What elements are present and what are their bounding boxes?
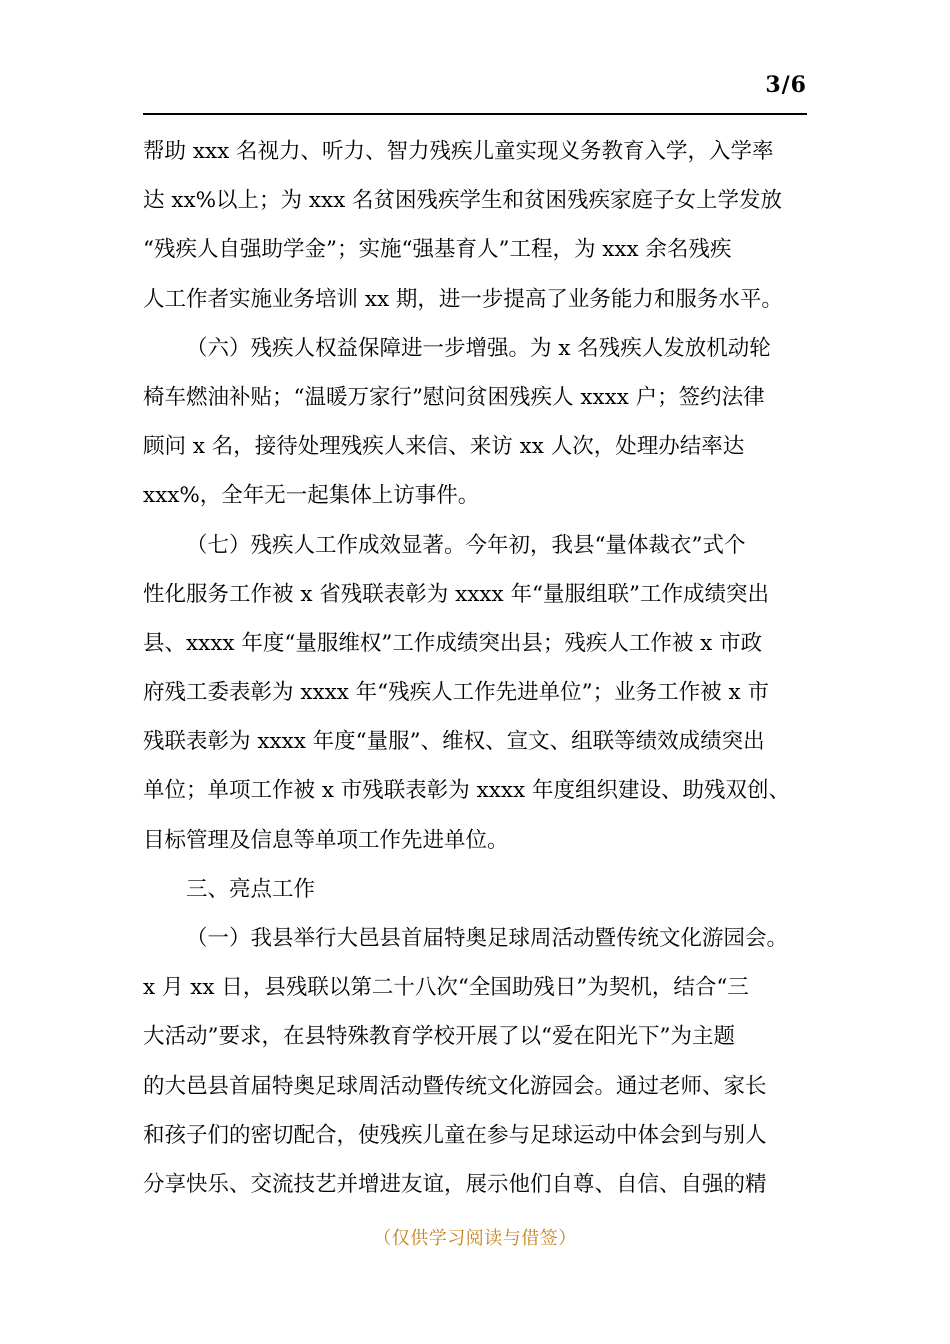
text-line: xxx%，全年无一起集体上访事件。 (143, 483, 480, 509)
text-line: 性化服务工作被 x 省残联表彰为 xxxx 年“量服组联”工作成绩突出 (143, 581, 769, 607)
text-line: 的大邑县首届特奥足球周活动暨传统文化游园会。通过老师、家长 (143, 1073, 767, 1099)
text-line: 县、xxxx 年度“量服维权”工作成绩突出县；残疾人工作被 x 市政 (143, 630, 763, 656)
text-line: “残疾人自强助学金”；实施“强基育人”工程，为 xxx 余名残疾 (143, 237, 732, 263)
text-line: 残联表彰为 xxxx 年度“量服”、维权、宣文、组联等绩效成绩突出 (143, 729, 765, 755)
footer-note: （仅供学习阅读与借签） (373, 1228, 577, 1249)
body-text (143, 132, 807, 1214)
header-rule (143, 113, 807, 115)
text-line: 府残工委表彰为 xxxx 年“残疾人工作先进单位”；业务工作被 x 市 (143, 680, 769, 706)
text-line: 和孩子们的密切配合，使残疾儿童在参与足球运动中体会到与别人 (143, 1122, 767, 1148)
text-line: 目标管理及信息等单项工作先进单位。 (143, 827, 509, 853)
text-line: x 月 xx 日，县残联以第二十八次“全国助残日”为契机，结合“三 (143, 975, 749, 1001)
section-heading: 三、亮点工作 (186, 876, 316, 902)
page-number: 3/6 (765, 72, 807, 98)
text-line: 顾问 x 名，接待处理残疾人来信、来访 xx 人次，处理办结率达 (143, 434, 745, 460)
paragraph-start-line: （六）残疾人权益保障进一步增强。为 x 名残疾人发放机动轮 (186, 335, 771, 361)
text-line: 帮助 xxx 名视力、听力、智力残疾儿童实现义务教育入学，入学率 (143, 139, 774, 164)
paragraph-start-line: （七）残疾人工作成效显著。今年初，我县“量体裁衣”式个 (186, 532, 746, 558)
text-line: 单位；单项工作被 x 市残联表彰为 xxxx 年度组织建设、助残双创、 (143, 778, 790, 804)
text-line: 椅车燃油补贴；“温暖万家行”慰问贫困残疾人 xxxx 户；签约法律 (143, 384, 765, 410)
text-line: 达 xx%以上；为 xxx 名贫困残疾学生和贫困残疾家庭子女上学发放 (143, 188, 783, 214)
text-line: 分享快乐、交流技艺并增进友谊，展示他们自尊、自信、自强的精 (143, 1171, 767, 1197)
paragraph-start-line: （一）我县举行大邑县首届特奥足球周活动暨传统文化游园会。 (186, 926, 789, 951)
text-line: 人工作者实施业务培训 xx 期，进一步提高了业务能力和服务水平。 (143, 286, 783, 312)
text-line: 大活动”要求，在县特殊教育学校开展了以“爱在阳光下”为主题 (143, 1024, 735, 1050)
